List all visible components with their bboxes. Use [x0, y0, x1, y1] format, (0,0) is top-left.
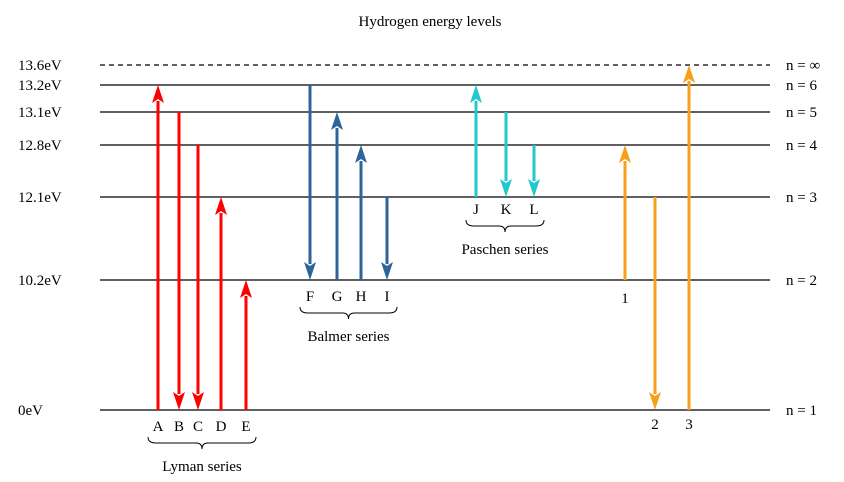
- arrow-head: [173, 392, 185, 410]
- transition-arrow: [500, 112, 512, 197]
- transition-arrow: [381, 197, 393, 280]
- transition-label: E: [241, 419, 251, 435]
- transition-arrow: [528, 145, 540, 197]
- arrow-head: [192, 392, 204, 410]
- arrow-head: [649, 392, 661, 410]
- arrow-head: [528, 179, 540, 197]
- series-brace: [466, 220, 544, 232]
- arrow-head: [683, 65, 695, 83]
- series-name: Lyman series: [162, 459, 242, 475]
- quantum-number-label: n = 5: [786, 105, 817, 121]
- transition-label: H: [355, 289, 367, 305]
- arrow-head: [215, 197, 227, 215]
- energy-label: 13.6eV: [18, 58, 62, 74]
- arrow-head: [331, 112, 343, 130]
- arrow-head: [470, 85, 482, 103]
- series-brace: [300, 307, 397, 319]
- arrow-head: [500, 179, 512, 197]
- energy-label: 10.2eV: [18, 273, 62, 289]
- transition-arrow: [331, 112, 343, 280]
- arrow-head: [355, 145, 367, 163]
- transition-arrow: [240, 280, 252, 410]
- transition-label: 1: [621, 291, 629, 307]
- energy-label: 0eV: [18, 403, 43, 419]
- transition-label: L: [529, 202, 539, 218]
- transition-label: K: [500, 202, 512, 218]
- arrow-head: [619, 145, 631, 163]
- transition-arrows: [152, 65, 695, 435]
- arrow-head: [152, 85, 164, 103]
- energy-label: 13.1eV: [18, 105, 62, 121]
- quantum-number-label: n = ∞: [786, 58, 821, 74]
- quantum-number-label: n = 2: [786, 273, 817, 289]
- transition-label: J: [473, 202, 479, 218]
- transition-arrow: [192, 145, 204, 410]
- energy-levels: [18, 58, 820, 419]
- transition-arrow: [173, 112, 185, 410]
- energy-label: 12.1eV: [18, 190, 62, 206]
- transition-arrow: [649, 197, 661, 410]
- transition-label: 3: [685, 417, 693, 433]
- transition-arrow: [355, 145, 367, 280]
- transition-label: D: [215, 419, 227, 435]
- series-name: Balmer series: [307, 329, 390, 345]
- arrow-head: [304, 262, 316, 280]
- transition-arrow: [152, 85, 164, 410]
- arrow-head: [240, 280, 252, 298]
- transition-arrow: [683, 65, 695, 410]
- quantum-number-label: n = 3: [786, 190, 817, 206]
- transition-label: A: [152, 419, 164, 435]
- transition-label: C: [192, 419, 204, 435]
- transition-label: I: [384, 289, 390, 305]
- series-braces: [148, 220, 549, 475]
- diagram-title: Hydrogen energy levels: [358, 14, 502, 30]
- energy-label: 12.8eV: [18, 138, 62, 154]
- transition-label: B: [173, 419, 185, 435]
- arrow-head: [381, 262, 393, 280]
- transition-arrow: [619, 145, 631, 280]
- quantum-number-label: n = 6: [786, 78, 817, 94]
- transition-arrow: [304, 85, 316, 280]
- quantum-number-label: n = 1: [786, 403, 817, 419]
- transition-label: G: [331, 289, 343, 305]
- series-name: Paschen series: [461, 242, 549, 258]
- series-brace: [148, 437, 256, 449]
- energy-label: 13.2eV: [18, 78, 62, 94]
- quantum-number-label: n = 4: [786, 138, 817, 154]
- transition-arrow: [470, 85, 482, 197]
- transition-arrow: [215, 197, 227, 410]
- transition-label: F: [305, 289, 315, 305]
- transition-label: 2: [651, 417, 659, 433]
